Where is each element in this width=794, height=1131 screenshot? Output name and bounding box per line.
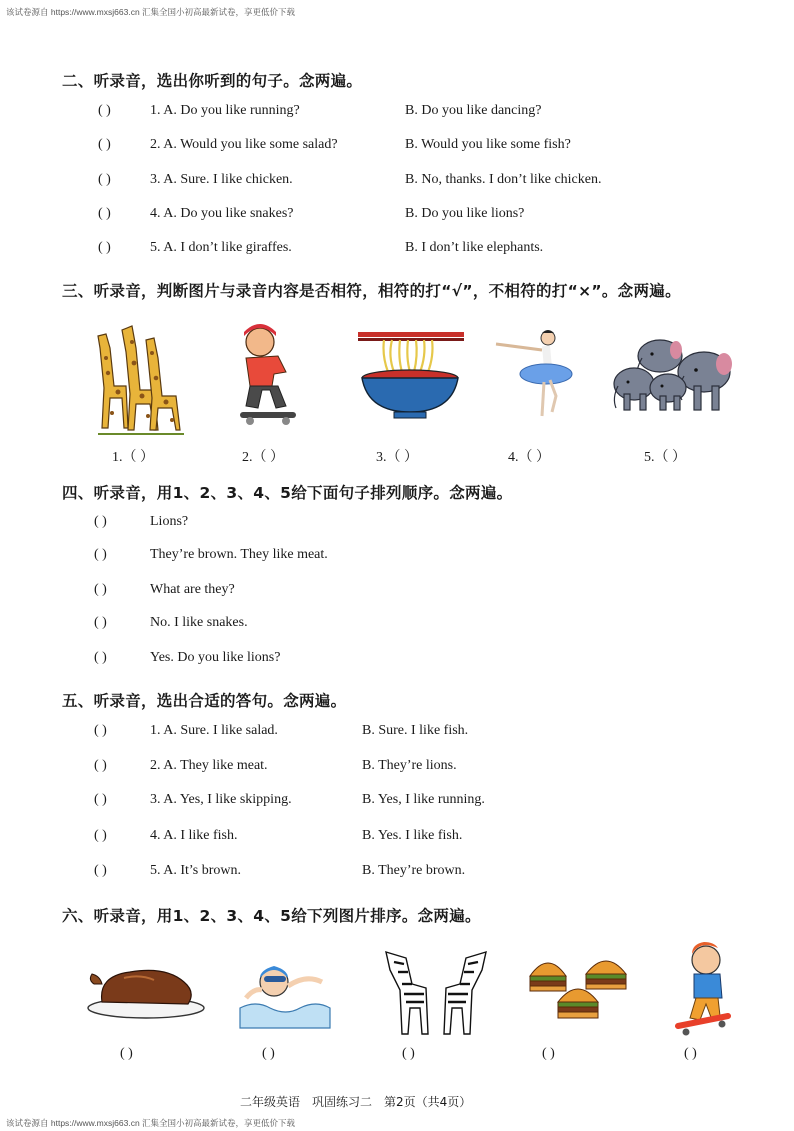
skateboard-boy-picture <box>234 322 306 426</box>
answer-paren[interactable]: ( ) <box>94 547 107 562</box>
section2-item-2-b: B. Would you like some fish? <box>405 137 571 152</box>
option-a: 1. A. Do you like running? <box>150 103 300 118</box>
section5-item-3 <box>94 792 292 808</box>
section2-item-3-b: B. No, thanks. I don’t like chicken. <box>405 172 602 187</box>
page-footer: 二年级英语 巩固练习二 第2页（共4页） <box>240 1095 472 1109</box>
section6-caption-1[interactable]: ( ) <box>120 1046 133 1061</box>
section6-caption-4[interactable]: ( ) <box>542 1046 555 1061</box>
section6-caption-3[interactable]: ( ) <box>402 1046 415 1061</box>
sentence: Lions? <box>150 514 189 529</box>
section5-heading: 五、听录音，选出合适的答句。念两遍。 <box>62 692 347 710</box>
answer-paren[interactable]: ( ) <box>98 206 111 221</box>
section2-item-5 <box>98 240 292 256</box>
sentence: No. I like snakes. <box>150 615 248 630</box>
answer-paren[interactable]: ( ) <box>94 792 107 807</box>
section3-caption-5[interactable]: 5.（ ） <box>644 450 686 465</box>
swimming-child-picture <box>236 954 334 1032</box>
section3-heading: 三、听录音，判断图片与录音内容是否相符，相符的打“√”，不相符的打“×”。念两遍。 <box>62 282 681 300</box>
sentence: They’re brown. They like meat. <box>150 547 328 562</box>
option-a: 4. A. I like fish. <box>150 828 238 843</box>
answer-paren[interactable]: ( ) <box>94 650 107 665</box>
section5-item-2-b: B. They’re lions. <box>362 758 457 773</box>
hamburgers-picture <box>526 950 636 1030</box>
noodles-picture <box>354 326 468 422</box>
skateboard-boy-2-picture <box>674 940 734 1038</box>
section3-caption-4[interactable]: 4.（ ） <box>508 450 550 465</box>
section5-item-4-b: B. Yes. I like fish. <box>362 828 463 843</box>
sentence: Yes. Do you like lions? <box>150 650 281 665</box>
answer-paren[interactable]: ( ) <box>98 240 111 255</box>
section5-item-2 <box>94 758 268 774</box>
answer-paren[interactable]: ( ) <box>94 758 107 773</box>
section5-item-1-b: B. Sure. I like fish. <box>362 723 469 738</box>
option-a: 1. A. Sure. I like salad. <box>150 723 278 738</box>
section6-caption-2[interactable]: ( ) <box>262 1046 275 1061</box>
option-a: 4. A. Do you like snakes? <box>150 206 294 221</box>
section2-item-4 <box>98 206 293 222</box>
section4-item-2 <box>94 547 328 563</box>
section5-item-5-b: B. They’re brown. <box>362 863 466 878</box>
section5-item-5 <box>94 863 241 879</box>
option-a: 3. A. Yes, I like skipping. <box>150 792 292 807</box>
section4-item-5 <box>94 650 280 666</box>
answer-paren[interactable]: ( ) <box>98 137 111 152</box>
answer-paren[interactable]: ( ) <box>98 172 111 187</box>
answer-paren[interactable]: ( ) <box>94 582 107 597</box>
section6-caption-5[interactable]: ( ) <box>684 1046 697 1061</box>
answer-paren[interactable]: ( ) <box>94 828 107 843</box>
section4-item-1 <box>94 514 188 530</box>
option-a: 2. A. They like meat. <box>150 758 268 773</box>
section5-item-4 <box>94 828 238 844</box>
answer-paren[interactable]: ( ) <box>94 514 107 529</box>
answer-paren[interactable]: ( ) <box>94 723 107 738</box>
option-a: 5. A. I don’t like giraffes. <box>150 240 292 255</box>
section2-heading: 二、听录音，选出你听到的句子。念两遍。 <box>62 72 363 90</box>
section2-item-4-b: B. Do you like lions? <box>405 206 525 221</box>
giraffes-picture <box>92 318 188 436</box>
roast-chicken-picture <box>84 962 208 1022</box>
section2-item-5-b: B. I don’t like elephants. <box>405 240 544 255</box>
section4-item-4 <box>94 615 248 631</box>
watermark-top: 该试卷源自 https://www.mxsj663.cn 汇集全国小初高最新试卷，享更低价下载 <box>6 7 296 17</box>
answer-paren[interactable]: ( ) <box>94 863 107 878</box>
section6-heading: 六、听录音，用1、2、3、4、5给下列图片排序。念两遍。 <box>62 907 481 925</box>
option-a: 2. A. Would you like some salad? <box>150 137 338 152</box>
option-a: 3. A. Sure. I like chicken. <box>150 172 293 187</box>
sentence: What are they? <box>150 582 235 597</box>
section2-item-1 <box>98 103 300 119</box>
dancing-girl-picture <box>492 324 576 424</box>
section2-item-1-b: B. Do you like dancing? <box>405 103 542 118</box>
section3-caption-3[interactable]: 3.（ ） <box>376 450 418 465</box>
section5-item-1 <box>94 723 278 739</box>
answer-paren[interactable]: ( ) <box>98 103 111 118</box>
section3-caption-1[interactable]: 1.（ ） <box>112 450 154 465</box>
elephants-picture <box>604 332 742 418</box>
section4-heading: 四、听录音，用1、2、3、4、5给下面句子排列顺序。念两遍。 <box>62 484 513 502</box>
section4-item-3 <box>94 582 235 598</box>
section5-item-3-b: B. Yes, I like running. <box>362 792 485 807</box>
section2-item-2 <box>98 137 338 153</box>
section3-caption-2[interactable]: 2.（ ） <box>242 450 284 465</box>
section2-item-3 <box>98 172 293 188</box>
option-a: 5. A. It’s brown. <box>150 863 241 878</box>
answer-paren[interactable]: ( ) <box>94 615 107 630</box>
watermark-bottom: 该试卷源自 https://www.mxsj663.cn 汇集全国小初高最新试卷，享更低价下载 <box>6 1118 296 1128</box>
zebras-picture <box>376 944 496 1038</box>
